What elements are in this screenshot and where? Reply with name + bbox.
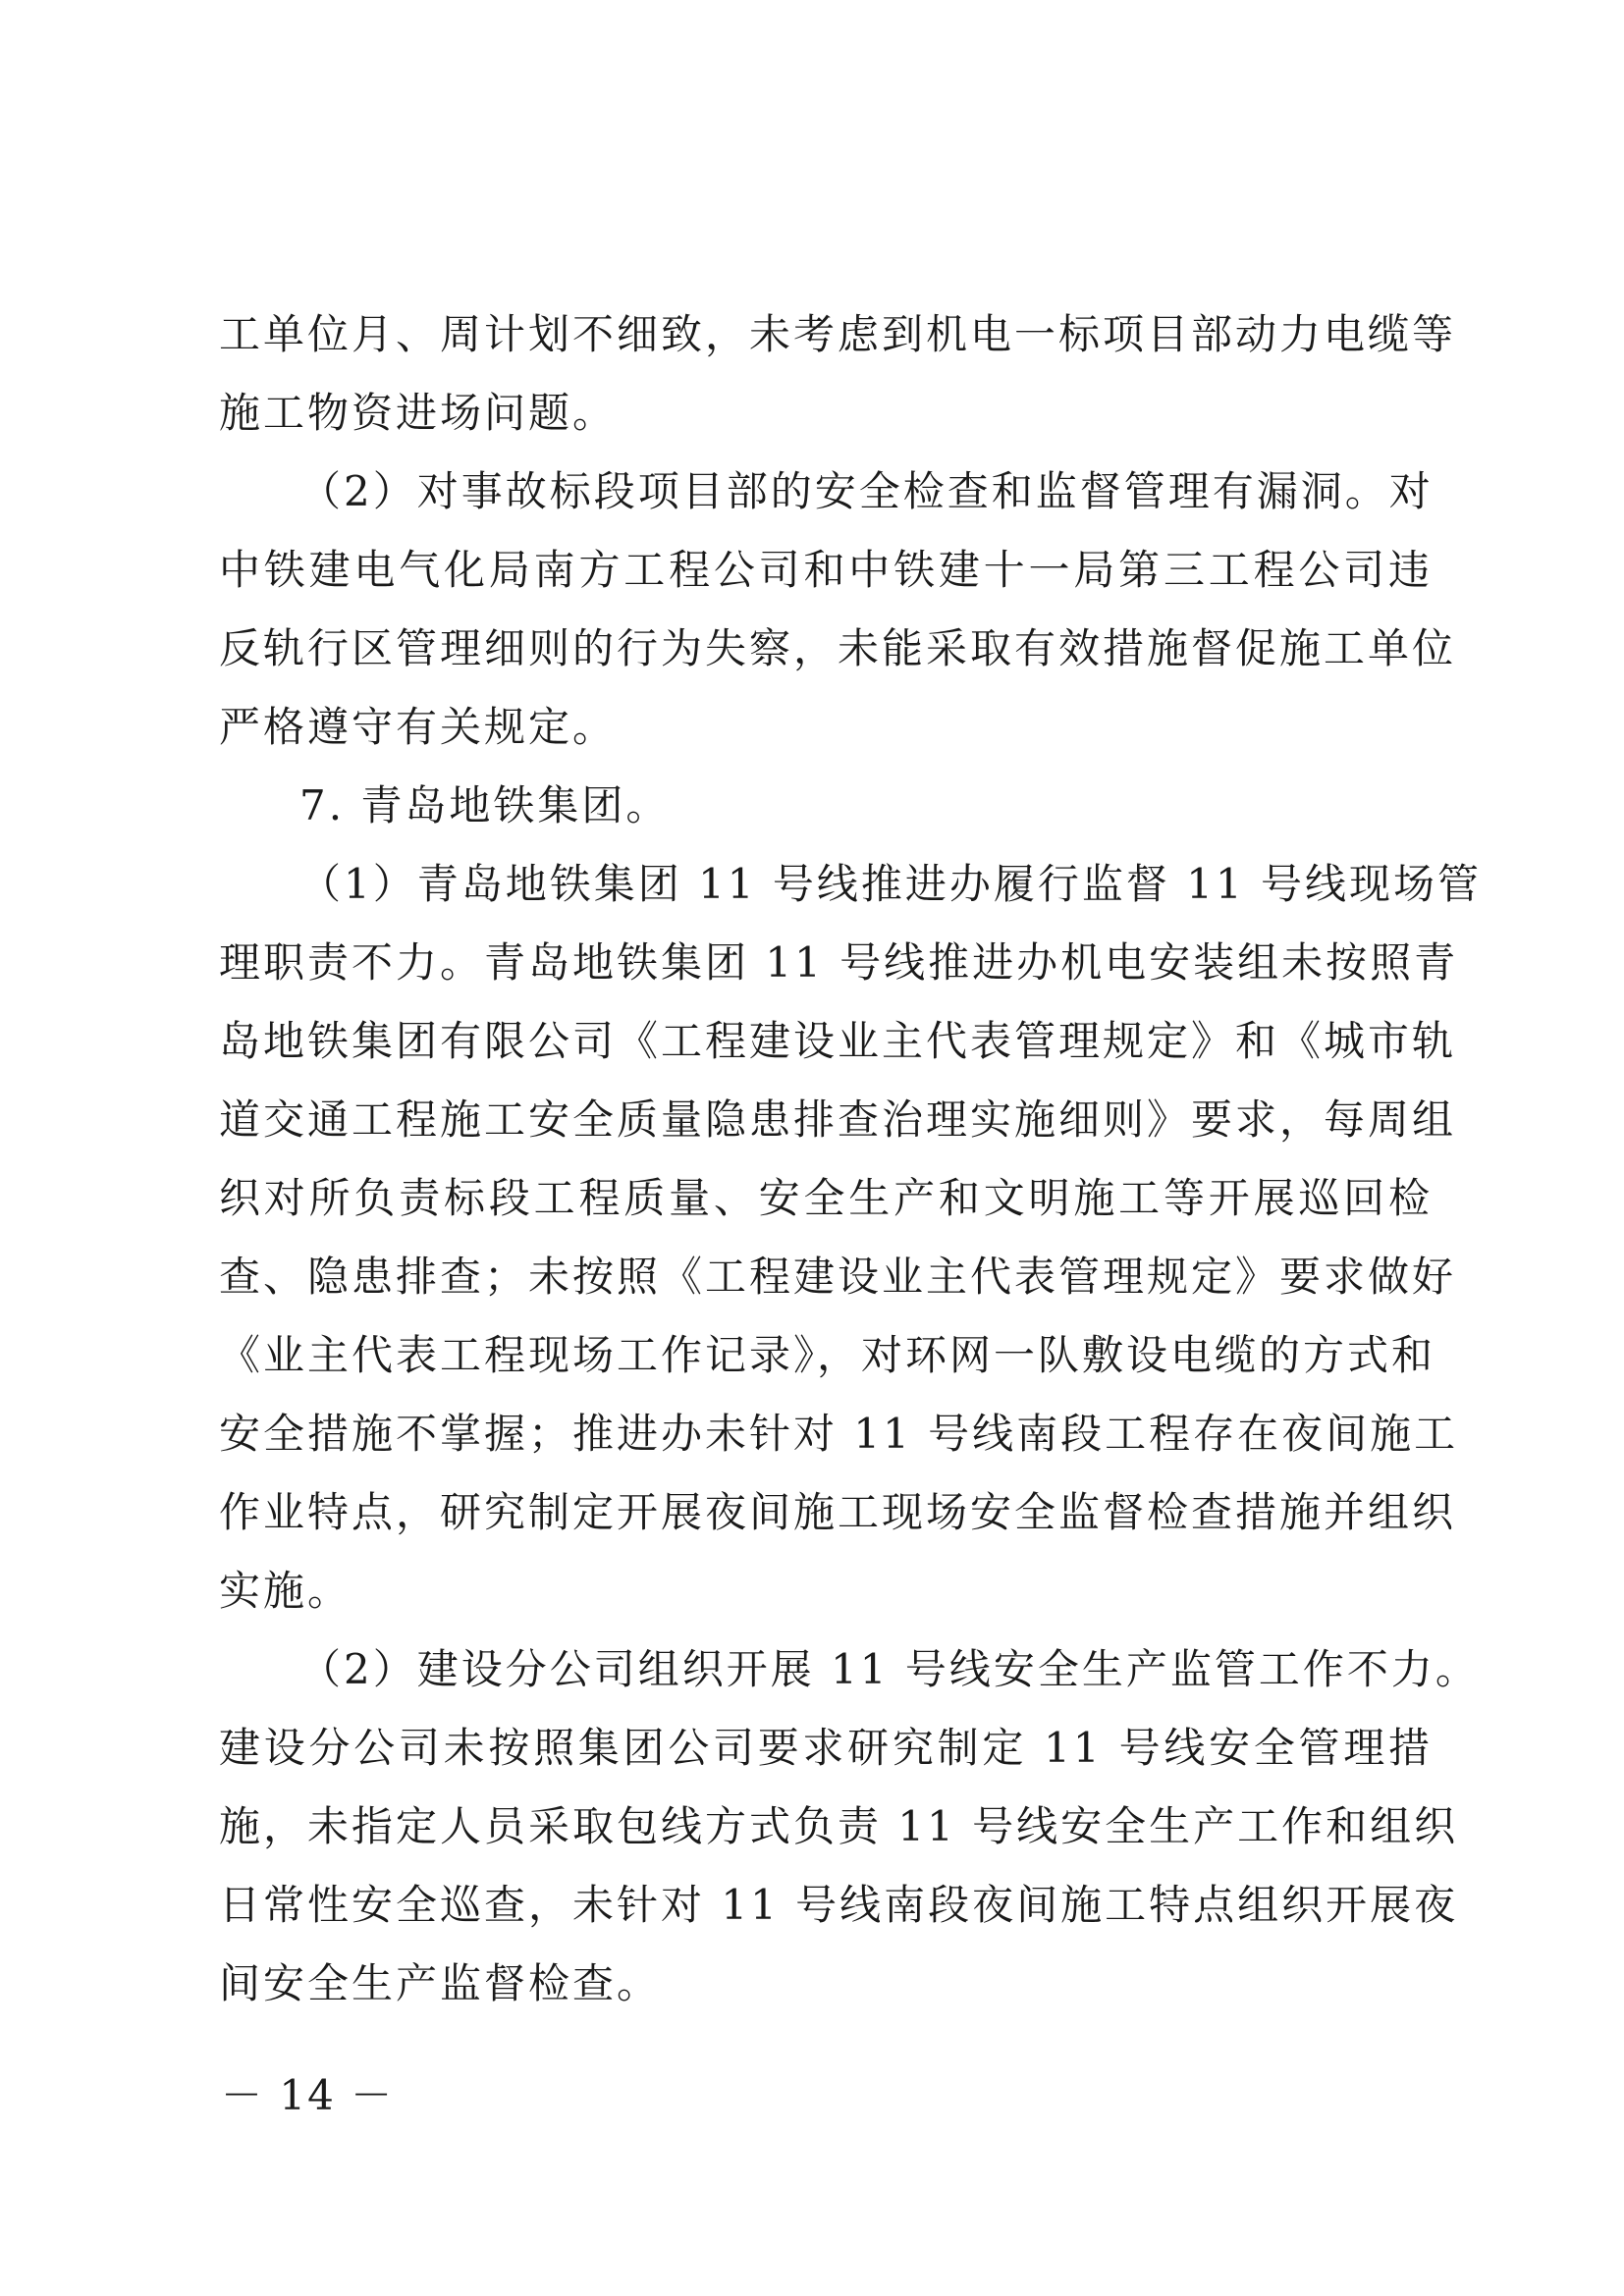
text-line: 日常性安全巡查，未针对 11 号线南段夜间施工特点组织开展夜	[219, 1881, 1459, 1929]
text-line: 施，未指定人员采取包线方式负责 11 号线安全生产工作和组织	[219, 1802, 1459, 1850]
text-line: 《业主代表工程现场工作记录》，对环网一队敷设电缆的方式和	[219, 1331, 1436, 1379]
text-line: 间安全生产监督检查。	[219, 1959, 662, 2007]
page-number: － 14 －	[221, 2071, 395, 2119]
section-heading: 7. 青岛地铁集团。	[299, 781, 671, 829]
text-line: 查、隐患排查；未按照《工程建设业主代表管理规定》要求做好	[219, 1253, 1457, 1301]
paragraph-first-line: （2）对事故标段项目部的安全检查和监督管理有漏洞。对	[299, 467, 1434, 515]
text-line: 实施。	[219, 1567, 352, 1615]
text-line: 中铁建电气化局南方工程公司和中铁建十一局第三工程公司违	[219, 546, 1433, 594]
text-line: 严格遵守有关规定。	[219, 703, 618, 751]
paragraph-first-line: （2）建设分公司组织开展 11 号线安全生产监管工作不力。	[299, 1645, 1480, 1693]
text-line: 作业特点，研究制定开展夜间施工现场安全监督检查措施并组织	[219, 1488, 1457, 1536]
text-line: 理职责不力。青岛地铁集团 11 号线推进办机电安装组未按照青	[219, 938, 1459, 987]
text-line: 织对所负责标段工程质量、安全生产和文明施工等开展巡回检	[219, 1174, 1433, 1222]
text-line: 安全措施不掌握；推进办未针对 11 号线南段工程存在夜间施工	[219, 1410, 1459, 1458]
text-line: 岛地铁集团有限公司《工程建设业主代表管理规定》和《城市轨	[219, 1017, 1457, 1065]
paragraph-first-line: （1）青岛地铁集团 11 号线推进办履行监督 11 号线现场管	[299, 860, 1483, 908]
text-line: 道交通工程施工安全质量隐患排查治理实施细则》要求，每周组	[219, 1095, 1457, 1144]
text-line: 反轨行区管理细则的行为失察，未能采取有效措施督促施工单位	[219, 624, 1457, 672]
text-line: 工单位月、周计划不细致，未考虑到机电一标项目部动力电缆等	[219, 310, 1457, 358]
text-line: 施工物资进场问题。	[219, 389, 618, 437]
text-line: 建设分公司未按照集团公司要求研究制定 11 号线安全管理措	[219, 1724, 1433, 1772]
